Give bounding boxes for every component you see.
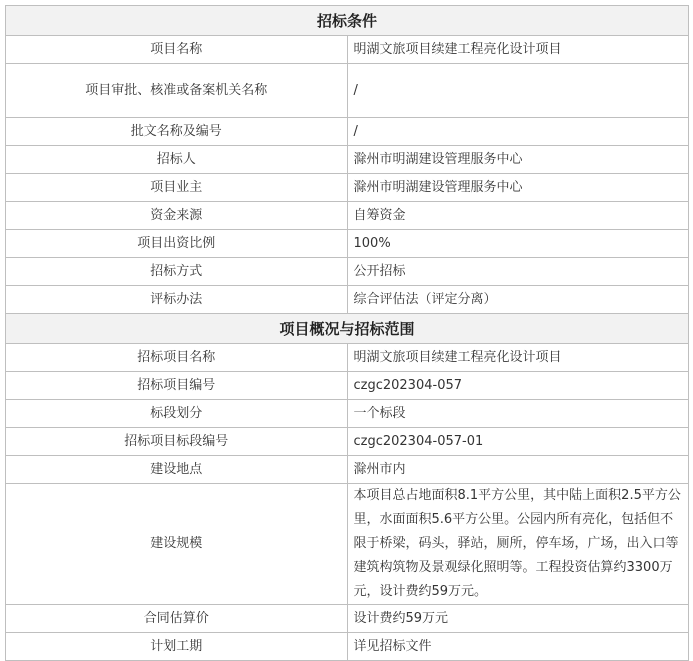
- row-value: 详见招标文件: [347, 633, 689, 661]
- row-label: 建设地点: [6, 456, 348, 484]
- row-label-text: 项目审批、核准或备案机关名称: [85, 82, 268, 98]
- row-label: [6, 64, 348, 118]
- table-row: [6, 174, 689, 202]
- table-row: [6, 428, 689, 456]
- table-row: [6, 372, 689, 400]
- row-label: 评标办法: [6, 286, 348, 314]
- table-row: [6, 605, 689, 633]
- table-row: [6, 286, 689, 314]
- row-label: 计划工期: [6, 633, 348, 661]
- table-row: [6, 484, 689, 605]
- section-title-tender-conditions: 招标条件: [6, 6, 689, 36]
- row-label: 招标项目标段编号: [6, 428, 348, 456]
- section-header-row: [6, 6, 689, 36]
- row-value: 100%: [347, 230, 689, 258]
- row-value: czgc202304-057-01: [347, 428, 689, 456]
- section-title-project-overview: 项目概况与招标范围: [6, 314, 689, 344]
- row-label: 项目出资比例: [6, 230, 348, 258]
- table-row: [6, 118, 689, 146]
- table-row: [6, 258, 689, 286]
- table-row: [6, 344, 689, 372]
- table-row: [6, 400, 689, 428]
- row-value: czgc202304-057: [347, 372, 689, 400]
- table-row: [6, 146, 689, 174]
- row-label: 资金来源: [6, 202, 348, 230]
- row-value: 自筹资金: [347, 202, 689, 230]
- table-row: [6, 36, 689, 64]
- tender-info-table: [5, 5, 689, 661]
- row-value: 明湖文旅项目续建工程亮化设计项目: [347, 36, 689, 64]
- row-label: 标段划分: [6, 400, 348, 428]
- tender-info-table-wrapper: [5, 5, 689, 661]
- row-value: 滁州市明湖建设管理服务中心: [347, 174, 689, 202]
- table-row: [6, 202, 689, 230]
- table-row: [6, 633, 689, 661]
- table-row: [6, 230, 689, 258]
- row-label: 合同估算价: [6, 605, 348, 633]
- row-value: /: [347, 64, 689, 118]
- row-label: 批文名称及编号: [6, 118, 348, 146]
- row-value-text: 本项目总占地面积8.1平方公里，其中陆上面积2.5平方公里，水面面积5.6平方公里。公园内所有亮化，包括但不限于桥梁，码头，驿站，厕所，停车场，广场，出入口等建筑构筑物及景观绿化照明等。工程投资估算约3300万元，设计费约59万元。: [353, 488, 681, 599]
- row-value: 设计费约59万元: [347, 605, 689, 633]
- row-value: 滁州市内: [347, 456, 689, 484]
- row-value: 公开招标: [347, 258, 689, 286]
- table-row: [6, 456, 689, 484]
- row-label: 招标人: [6, 146, 348, 174]
- row-value: /: [347, 118, 689, 146]
- row-value: [347, 484, 689, 605]
- row-value: 综合评估法（评定分离）: [347, 286, 689, 314]
- row-value: 一个标段: [347, 400, 689, 428]
- row-label: 招标项目名称: [6, 344, 348, 372]
- table-row: [6, 64, 689, 118]
- row-label: 招标项目编号: [6, 372, 348, 400]
- section-header-row: [6, 314, 689, 344]
- row-label: 建设规模: [6, 484, 348, 605]
- row-label: 项目业主: [6, 174, 348, 202]
- row-value: 滁州市明湖建设管理服务中心: [347, 146, 689, 174]
- row-label: 招标方式: [6, 258, 348, 286]
- row-value: 明湖文旅项目续建工程亮化设计项目: [347, 344, 689, 372]
- row-label: 项目名称: [6, 36, 348, 64]
